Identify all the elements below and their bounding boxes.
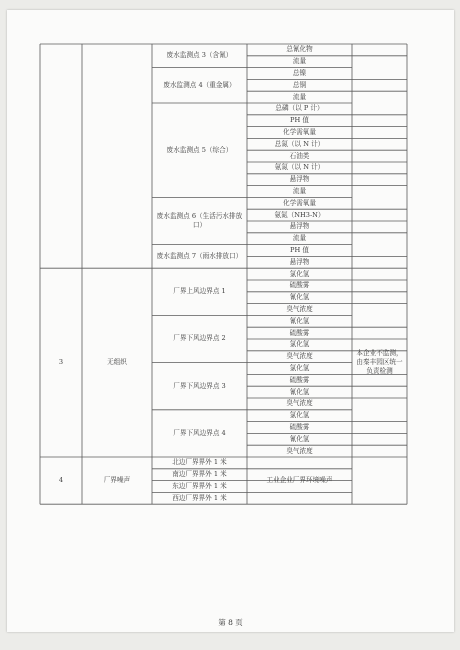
monitoring-point-cell: 南边厂界界外 1 米 (172, 470, 227, 479)
item-cell: 化学需氧量 (283, 198, 316, 207)
item-cell: 臭气浓度 (286, 304, 313, 313)
item-cell: 悬浮物 (289, 175, 310, 184)
page-number: 第 8 页 (218, 618, 243, 627)
monitoring-point-cell: 废水监测点 3（含氰） (166, 51, 233, 60)
sequence-cell: 4 (58, 476, 64, 485)
item-cell: PH 值 (290, 245, 309, 254)
item-cell: 硫酸雾 (289, 375, 310, 384)
monitoring-point-cell: 厂界下风边界点 4 (173, 428, 226, 437)
item-cell: 流量 (292, 57, 307, 66)
item-cell: 氨氮（以 N 计） (274, 163, 325, 172)
item-cell: 臭气浓度 (286, 352, 313, 361)
item-cell: 氨氮（NH3-N） (274, 210, 325, 219)
monitoring-point-cell: 厂界上风边界点 1 (173, 287, 226, 296)
item-cell: 悬浮物 (289, 257, 310, 266)
monitoring-item-cell: 工业企业厂界环境噪声 (266, 476, 333, 485)
item-cell: 氯化氢 (289, 363, 310, 372)
monitoring-point-cell: 废水监测点 6（生活污水排放口） (156, 211, 243, 229)
monitoring-point-cell: 厂界下风边界点 2 (173, 334, 226, 343)
item-cell: 总氰化物 (286, 45, 313, 54)
monitoring-point-cell: 废水监测点 7（雨水排放口） (156, 251, 243, 260)
item-cell: 总氮（以 N 计） (274, 139, 325, 148)
item-cell: 总镍 (292, 68, 307, 77)
monitoring-point-cell: 东边厂界界外 1 米 (172, 481, 227, 490)
monitoring-point-cell: 废水监测点 4（重金属） (163, 80, 236, 89)
sequence-cell: 3 (58, 358, 64, 367)
monitoring-point-cell: 西边厂界界外 1 米 (172, 493, 227, 502)
item-cell: 流量 (292, 186, 307, 195)
item-cell: 臭气浓度 (286, 399, 313, 408)
item-cell: 硫酸雾 (289, 281, 310, 290)
item-cell: 氯化氢 (289, 411, 310, 420)
item-cell: 氰化氢 (289, 316, 310, 325)
item-cell: 臭气浓度 (286, 446, 313, 455)
item-cell: 化学需氧量 (283, 127, 316, 136)
sequence-cell (41, 44, 81, 268)
item-cell: 悬浮物 (289, 222, 310, 231)
category-cell: 无组织 (107, 358, 127, 367)
remark-cell: 本企业不监测，由秦丰园区统一负责检测 (356, 349, 403, 376)
monitoring-point-cell: 废水监测点 5（综合） (166, 145, 233, 154)
item-cell: 总铜 (292, 80, 307, 89)
item-cell: 氰化氢 (289, 434, 310, 443)
item-cell: 总磷（以 P 计） (275, 104, 324, 113)
item-cell: 氰化氢 (289, 293, 310, 302)
item-cell: 硫酸雾 (289, 422, 310, 431)
item-cell: PH 值 (290, 116, 309, 125)
category-cell: 厂界噪声 (103, 476, 131, 485)
item-cell: 氯化氢 (289, 269, 310, 278)
item-cell: 氰化氢 (289, 387, 310, 396)
item-cell: 流量 (292, 234, 307, 243)
monitoring-point-cell: 厂界下风边界点 3 (173, 381, 226, 390)
item-cell: 硫酸雾 (289, 328, 310, 337)
item-cell: 石油类 (289, 151, 310, 160)
item-cell: 氯化氢 (289, 340, 310, 349)
item-cell: 流量 (292, 92, 307, 101)
document-page (7, 10, 454, 632)
category-cell (83, 44, 151, 268)
monitoring-point-cell: 北边厂界界外 1 米 (172, 458, 227, 467)
